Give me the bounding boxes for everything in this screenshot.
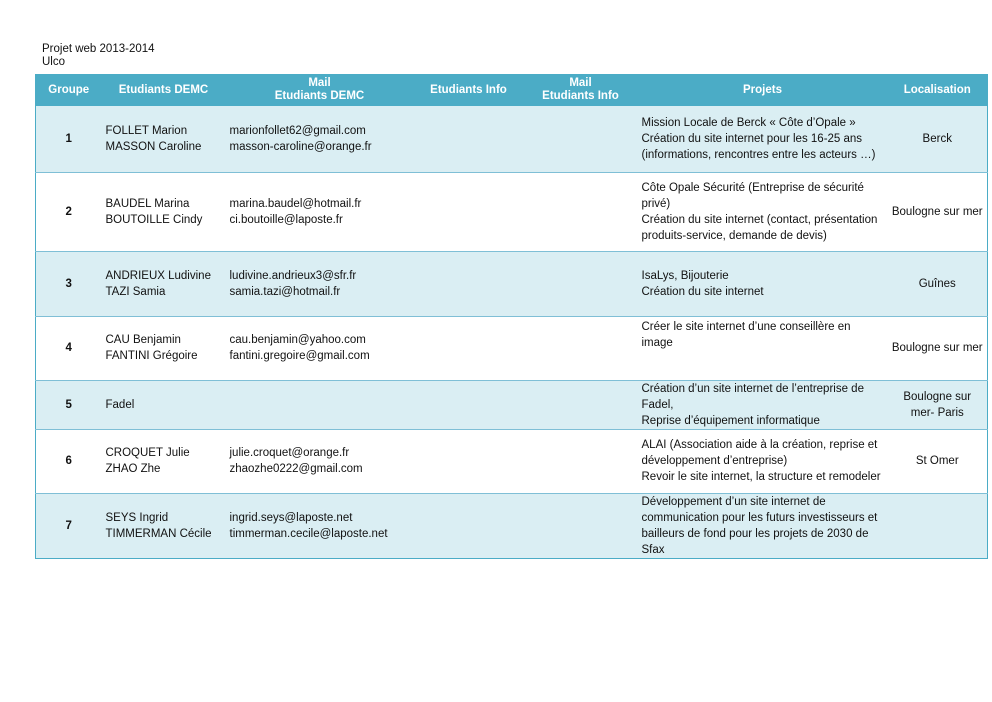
student-email[interactable]: ci.boutoille@laposte.fr [229, 213, 343, 226]
header-mail-demc [226, 74, 414, 106]
cell-projet [638, 316, 888, 380]
cell-projet [638, 380, 888, 429]
cell-groupe: 5 [36, 380, 102, 429]
cell-mail-info [524, 316, 638, 380]
header-groupe: Groupe [36, 74, 102, 106]
projects-table [35, 74, 988, 559]
projet-line: Développement d’un site internet de communication pour les futurs investisseurs et bailleurs de fond pour les projets de 2030 de Sfax [641, 495, 878, 556]
projet-line: Côte Opale Sécurité (Entreprise de sécurité privé) [641, 181, 864, 210]
cell-groupe: 3 [36, 251, 102, 316]
header-mail-info-line1: Mail [569, 77, 592, 89]
student-email[interactable]: ludivine.andrieux3@sfr.fr [229, 269, 357, 282]
table-row [36, 493, 988, 558]
student-name: BOUTOILLE Cindy [105, 213, 203, 226]
cell-mail-info [524, 493, 638, 558]
cell-mails [226, 172, 414, 251]
cell-etudiants-info [414, 251, 524, 316]
cell-localisation: Berck [888, 106, 988, 172]
header-projets: Projets [638, 74, 888, 106]
student-name: BAUDEL Marina [105, 197, 190, 210]
cell-groupe: 2 [36, 172, 102, 251]
cell-mails [226, 429, 414, 493]
cell-groupe: 1 [36, 106, 102, 172]
student-email[interactable]: cau.benjamin@yahoo.com [229, 334, 366, 346]
cell-localisation: Guînes [888, 251, 988, 316]
student-name: TAZI Samia [105, 285, 166, 298]
student-email[interactable]: masson-caroline@orange.fr [229, 140, 372, 153]
cell-students [102, 251, 226, 316]
projet-line: Revoir le site internet, la structure et remodeler [641, 471, 881, 483]
cell-localisation [888, 493, 988, 558]
student-email[interactable]: fantini.gregoire@gmail.com [229, 350, 370, 362]
cell-students [102, 106, 226, 172]
cell-mails [226, 493, 414, 558]
projet-line: Création du site internet [641, 285, 764, 298]
table-row [36, 316, 988, 380]
document-title: Projet web 2013-2014 [42, 43, 155, 55]
projet-line: IsaLys, Bijouterie [641, 269, 729, 282]
header-mail-info [524, 74, 638, 106]
cell-students [102, 429, 226, 493]
projet-line: ALAI (Association aide à la création, reprise et développement d’entreprise) [641, 439, 878, 467]
cell-mail-info [524, 380, 638, 429]
projet-line: Reprise d’équipement informatique [641, 414, 820, 427]
header-localisation: Localisation [888, 74, 988, 106]
cell-groupe: 7 [36, 493, 102, 558]
cell-localisation: Boulogne sur mer [888, 316, 988, 380]
document-header [42, 43, 155, 69]
student-email[interactable]: marina.baudel@hotmail.fr [229, 197, 362, 210]
cell-projet [638, 493, 888, 558]
student-name: SEYS Ingrid [105, 511, 169, 524]
student-name: FANTINI Grégoire [105, 350, 198, 362]
cell-etudiants-info [414, 106, 524, 172]
student-name: CROQUET Julie [105, 447, 190, 459]
projet-line: Création du site internet pour les 16-25 ans (informations, rencontres entre les acteurs …) [641, 132, 876, 161]
header-etudiants-demc: Etudiants DEMC [102, 74, 226, 106]
student-email[interactable]: zhaozhe0222@gmail.com [229, 463, 363, 475]
cell-projet [638, 106, 888, 172]
student-email[interactable]: marionfollet62@gmail.com [229, 124, 366, 137]
projet-line: Mission Locale de Berck « Côte d’Opale » [641, 116, 856, 129]
student-name: Fadel [105, 398, 135, 411]
cell-projet [638, 251, 888, 316]
cell-etudiants-info [414, 316, 524, 380]
cell-mail-info [524, 106, 638, 172]
cell-mails [226, 251, 414, 316]
student-name: FOLLET Marion [105, 124, 188, 137]
header-mail-demc-line2: Etudiants DEMC [274, 90, 365, 102]
header-mail-demc-line1: Mail [308, 77, 331, 89]
cell-students [102, 380, 226, 429]
header-etudiants-info: Etudiants Info [414, 74, 524, 106]
projet-line: Création du site internet (contact, présentation produits-service, demande de devis) [641, 213, 878, 242]
table-row [36, 106, 988, 172]
cell-localisation: Boulogne sur mer- Paris [888, 380, 988, 429]
cell-students [102, 172, 226, 251]
student-name: ZHAO Zhe [105, 463, 161, 475]
student-email[interactable]: timmerman.cecile@laposte.net [229, 527, 388, 540]
cell-mail-info [524, 429, 638, 493]
student-name: MASSON Caroline [105, 140, 202, 153]
cell-students [102, 316, 226, 380]
cell-mail-info [524, 251, 638, 316]
student-name: ANDRIEUX Ludivine [105, 269, 211, 282]
cell-etudiants-info [414, 172, 524, 251]
table-row [36, 380, 988, 429]
cell-projet [638, 172, 888, 251]
table-row [36, 429, 988, 493]
cell-localisation: Boulogne sur mer [888, 172, 988, 251]
cell-students [102, 493, 226, 558]
cell-etudiants-info [414, 493, 524, 558]
student-email[interactable]: samia.tazi@hotmail.fr [229, 285, 341, 298]
student-name: TIMMERMAN Cécile [105, 527, 212, 540]
cell-etudiants-info [414, 380, 524, 429]
cell-projet [638, 429, 888, 493]
cell-etudiants-info [414, 429, 524, 493]
student-email[interactable]: ingrid.seys@laposte.net [229, 511, 353, 524]
cell-mails [226, 316, 414, 380]
cell-groupe: 6 [36, 429, 102, 493]
cell-groupe: 4 [36, 316, 102, 380]
table-row [36, 251, 988, 316]
header-mail-info-line2: Etudiants Info [542, 90, 619, 102]
student-email[interactable]: julie.croquet@orange.fr [229, 447, 350, 459]
cell-mail-info [524, 172, 638, 251]
projet-line: Création d’un site internet de l’entreprise de Fadel, [641, 382, 864, 411]
cell-mails [226, 380, 414, 429]
cell-localisation: St Omer [888, 429, 988, 493]
student-name: CAU Benjamin [105, 334, 181, 346]
projet-line: Créer le site internet d’une conseillère en image [641, 320, 851, 349]
cell-mails [226, 106, 414, 172]
table-header-row [36, 74, 988, 106]
document-subtitle: Ulco [42, 56, 66, 68]
table-row [36, 172, 988, 251]
